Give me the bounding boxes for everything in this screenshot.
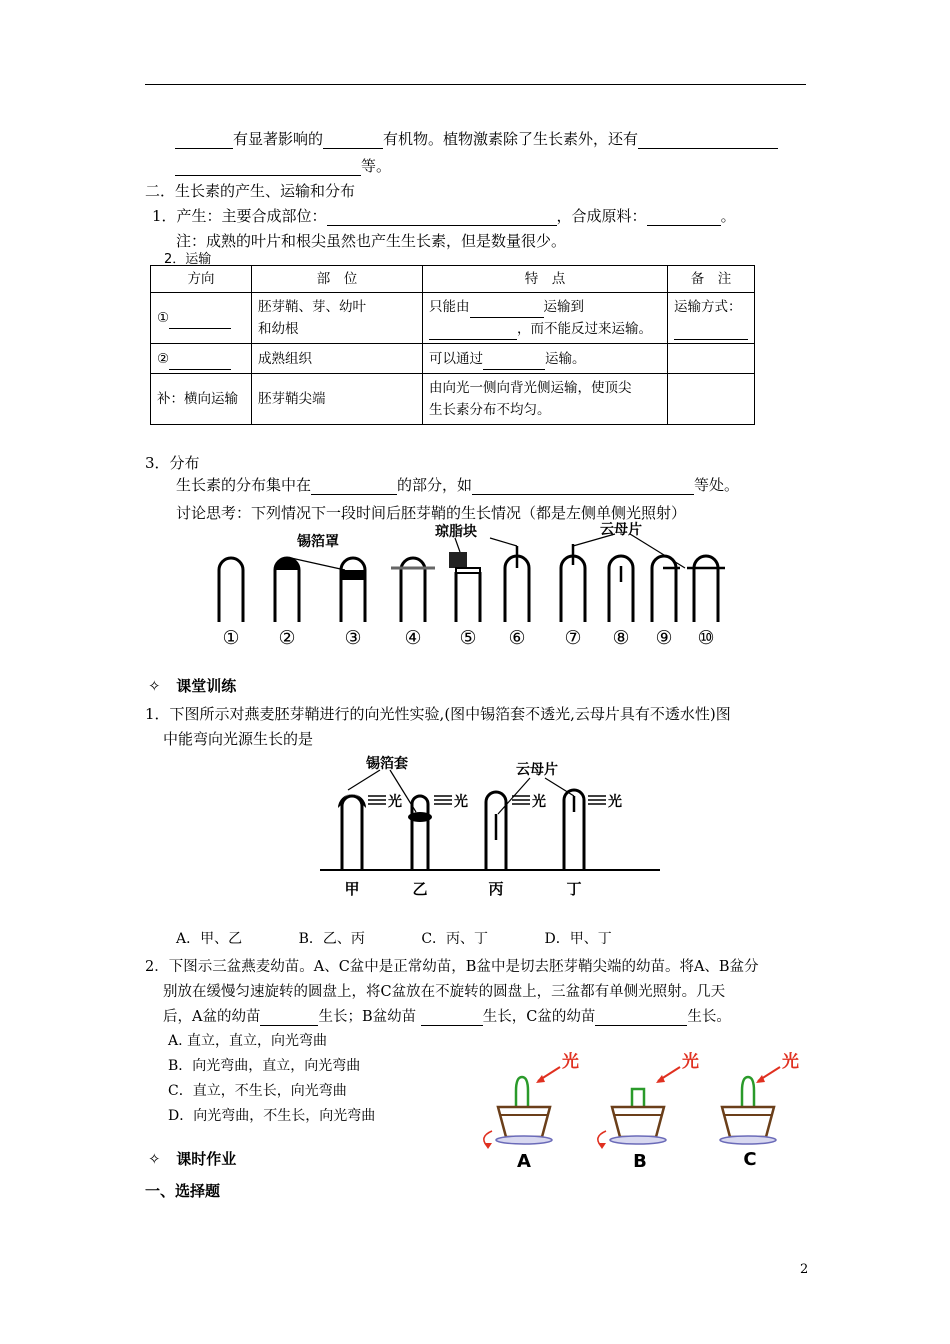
q2-line-3: 后，A盆的幼苗 生长；B盆幼苗 生长，C盆的幼苗 生长。 [163,1009,731,1025]
coleoptile-10 [694,556,718,622]
table-cell: 可以通过 运输。 [423,344,668,374]
pointer [455,538,460,552]
table-header: 方向 [151,266,252,293]
q1-figure [320,752,660,900]
coleoptile-9 [652,556,676,622]
coleoptile-3 [341,558,365,622]
page-number: 2 [800,1262,809,1277]
number-label: ① [222,627,240,649]
name-label: 丁 [566,880,582,898]
transport-table [150,265,755,425]
light-label: 光 [782,1052,799,1072]
table-cell: ② [151,344,252,374]
discussion-text: 讨论思考：下列情况下一段时间后胚芽鞘的生长情况（都是左侧单侧光照射） [176,504,687,522]
q2-line-1: 2．下图示三盆燕麦幼苗。A、C盆中是正常幼苗，B盆中是切去胚芽鞘尖端的幼苗。将A、B盆分 [145,959,759,975]
pointer [348,770,380,790]
label-foil-sleeve: 锡箔套 [366,756,408,772]
table-row [151,374,755,425]
tip-5 [456,568,480,573]
label-foil-cap: 锡箔罩 [297,534,339,550]
homework-heading: ✧ 课时作业 [148,1150,237,1168]
intro-line-1: 有显著影响的 有机物。植物激素除了生长素外，还有 [175,128,778,149]
q1-line-2: 中能弯向光源生长的是 [163,730,314,748]
turntable-b [610,1136,666,1144]
light-label: 光 [562,1052,579,1072]
turntable-a [496,1136,552,1144]
q2-option-b[interactable]: B．向光弯曲，直立，向光弯曲 [168,1058,361,1074]
number-label: ⑨ [655,627,673,649]
table-row [151,293,755,344]
pots-figure [470,1045,810,1175]
light-label: 光 [388,794,402,810]
transport-title: 2．运输 [164,252,212,267]
practice-heading: ✧ 课堂训练 [148,677,237,695]
pot-b [598,1051,699,1172]
light-label: 光 [532,794,546,810]
pot-c [720,1051,799,1170]
pot-a [484,1051,579,1172]
table-cell [668,344,755,374]
option-a[interactable]: A．甲、乙 [176,931,243,947]
table-cell: 只能由 运输到 ，而不能反过来运输。 [423,293,668,344]
pot-b-body [612,1107,664,1137]
number-label: ② [278,627,296,649]
table-cell: 由向光一侧向背光侧运输，使顶尖 生长素分布不均匀。 [423,374,668,425]
name-label: 乙 [412,880,428,898]
table-header: 部 位 [252,266,423,293]
q2-line-2: 别放在缓慢匀速旋转的圆盘上，将C盆放在不旋转的圆盘上，三盆都有单侧光照射。几天 [163,984,726,1000]
table-cell: 补：横向运输 [151,374,252,425]
number-label: ⑧ [612,627,630,649]
option-c[interactable]: C．丙、丁 [421,931,489,947]
homework-subheading: 一、选择题 [145,1182,221,1200]
number-label: ⑩ [697,627,715,649]
table-cell: 胚芽鞘、芽、幼叶 和幼根 [252,293,423,344]
table-header: 特 点 [423,266,668,293]
coleoptile-5 [456,572,480,622]
diamond-icon: ✧ [148,677,161,695]
pointer [630,534,685,568]
light-label: 光 [454,794,468,810]
pointer [545,778,574,796]
table-header-row [151,266,755,293]
production-line: 1．产生：主要合成部位： ，合成原料： 。 [152,207,736,225]
number-label: ⑤ [459,627,477,649]
q1-options [176,928,612,948]
table-header: 备 注 [668,266,755,293]
number-label: ⑥ [508,627,526,649]
production-note: 注：成熟的叶片和根尖虽然也产生生长素，但是数量很少。 [176,232,567,250]
pot-c-body [722,1107,774,1137]
coleoptile-1 [219,558,243,622]
table-row [151,344,755,374]
turntable-c [720,1136,776,1144]
q2-option-d[interactable]: D．向光弯曲，不生长，向光弯曲 [168,1108,376,1124]
label-mica: 云母片 [600,522,642,538]
number-label: ④ [404,627,422,649]
q1-line-1: 1．下图所示对燕麦胚芽鞘进行的向光性实验,(图中锡箔套不透光,云母片具有不透水性)图 [145,705,731,723]
table-cell: ① [151,293,252,344]
light-label: 光 [682,1052,699,1072]
table-cell: 胚芽鞘尖端 [252,374,423,425]
name-label: 甲 [344,880,360,898]
pointer [490,538,517,546]
table-cell [668,374,755,425]
number-label: ⑦ [564,627,582,649]
diamond-icon: ✧ [148,1150,161,1168]
coleoptile-yi [412,796,428,870]
pot-label: A [517,1151,531,1172]
q2-option-c[interactable]: C．直立，不生长，向光弯曲 [168,1083,347,1099]
distribution-line: 生长素的分布集中在 的部分，如 等处。 [176,476,740,494]
q2-option-a[interactable]: A. 直立，直立，向光弯曲 [168,1033,328,1049]
table-cell: 运输方式： [668,293,755,344]
intro-line-2: 等。 [175,155,391,176]
number-label: ③ [344,627,362,649]
light-label: 光 [608,794,622,810]
pot-label: C [743,1149,757,1170]
table-cell: 成熟组织 [252,344,423,374]
header-rule [145,84,806,85]
label-mica: 云母片 [516,762,558,778]
section2-title: 二．生长素的产生、运输和分布 [145,182,356,200]
agar-block-5 [449,552,467,568]
coleoptile-jia [342,796,362,870]
option-d[interactable]: D．甲、丁 [544,931,612,947]
coleoptile-7 [561,556,585,622]
option-b[interactable]: B．乙、丙 [298,931,365,947]
label-agar: 琼脂块 [435,524,477,540]
coleoptile-8 [609,556,633,622]
pot-a-body [498,1107,550,1137]
name-label: 丙 [488,880,504,898]
pot-label: B [633,1151,647,1172]
foil-sleeve-3 [341,570,365,580]
distribution-title: 3．分布 [145,454,200,472]
coleoptile-figure [205,520,725,650]
foil-ring-yi [408,812,432,822]
